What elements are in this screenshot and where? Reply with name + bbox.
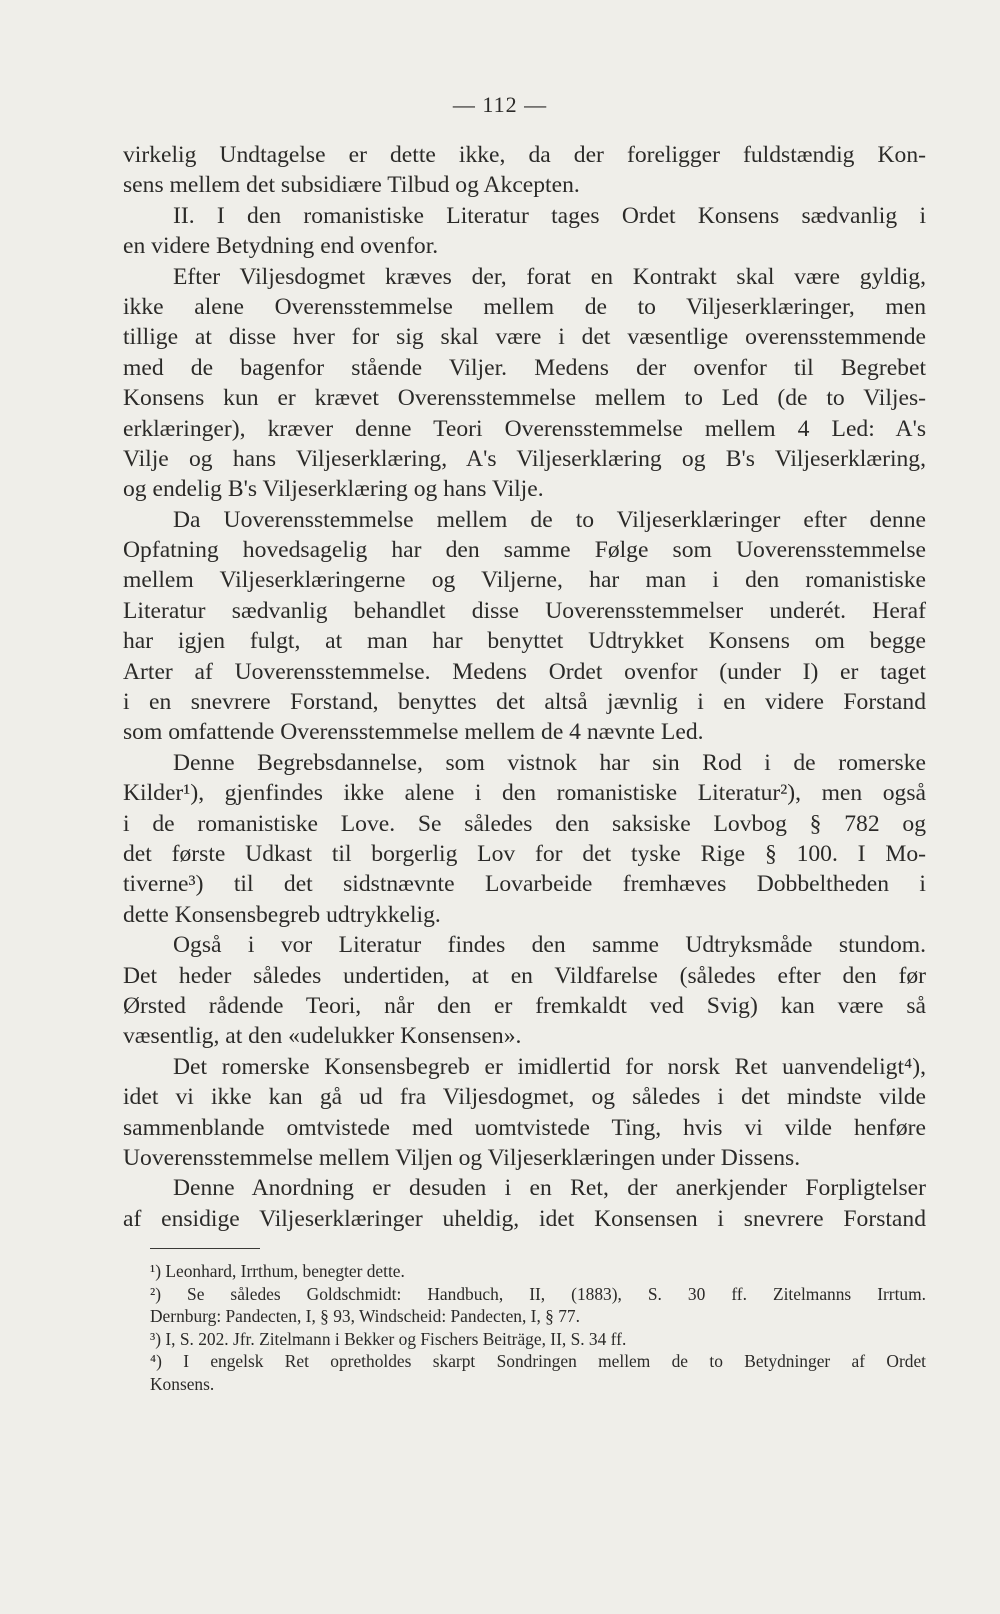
text-line: erklæringer), kræver denne Teori Overensstemmelse mellem 4 Led: A's xyxy=(123,415,926,442)
text-line: væsentlig, at den «udelukker Konsensen». xyxy=(123,1023,522,1050)
footnote-rule xyxy=(150,1248,260,1249)
text-line: Ørsted rådende Teori, når den er fremkaldt ved Svig) kan være så xyxy=(123,992,926,1019)
text-line: tiverne³) til det sidstnævnte Lovarbeide fremhæves Dobbeltheden i xyxy=(123,871,926,898)
text-line: Denne Begrebsdannelse, som vistnok har sin Rod i de romerske xyxy=(173,749,926,776)
text-line: Literatur sædvanlig behandlet disse Uoverensstemmelser underét. Heraf xyxy=(123,597,926,624)
text-line: Efter Viljesdogmet kræves der, forat en Kontrakt skal være gyldig, xyxy=(173,263,926,290)
footnote-line: ⁴) I engelsk Ret opretholdes skarpt Sondringen mellem de to Betydninger af Ordet xyxy=(150,1351,926,1371)
text-line: Denne Anordning er desuden i en Ret, der anerkjender Forpligtelser xyxy=(173,1175,926,1202)
footnote-line: ²) Se således Goldschmidt: Handbuch, II, (1883), S. 30 ff. Zitelmanns Irrtum. xyxy=(150,1283,926,1304)
page-number: — 112 — xyxy=(452,92,548,117)
text-line: ikke alene Overensstemmelse mellem de to Viljeserklæringer, men xyxy=(123,293,926,320)
footnote-line: ³) I, S. 202. Jfr. Zitelmann i Bekker og Fischers Beiträge, II, S. 34 ff. xyxy=(150,1328,627,1349)
text-line: Det romerske Konsensbegreb er imidlertid for norsk Ret uanvendeligt⁴), xyxy=(173,1053,926,1080)
text-line: har igjen fulgt, at man har benyttet Udtrykket Konsens om begge xyxy=(123,628,926,655)
text-line: som omfattende Overensstemmelse mellem de 4 nævnte Led. xyxy=(123,719,704,746)
text-line: med de bagenfor stående Viljer. Medens der ovenfor til Begrebet xyxy=(123,354,926,381)
footnotes xyxy=(150,1260,926,1395)
text-line: virkelig Undtagelse er dette ikke, da der foreligger fuldstændig Kon- xyxy=(123,142,926,168)
text-line: Opfatning hovedsagelig har den samme Følge som Uoverensstemmelse xyxy=(123,537,926,564)
text-line: Det heder således undertiden, at en Vildfarelse (således efter den før xyxy=(123,962,926,989)
text-line: Konsens kun er krævet Overensstemmelse mellem to Led (de to Viljes- xyxy=(123,385,926,412)
text-line: en videre Betydning end ovenfor. xyxy=(123,233,439,260)
text-line: af ensidige Viljeserklæringer uheldig, idet Konsensen i snevrere Forstand xyxy=(123,1205,926,1232)
text-line: Arter af Uoverensstemmelse. Medens Ordet ovenfor (under I) er taget xyxy=(123,658,926,685)
text-line: sammenblande omtvistede med uomtvistede Ting, hvis vi vilde henføre xyxy=(123,1114,926,1141)
text-line: i de romanistiske Love. Se således den saksiske Lovbog § 782 og xyxy=(123,810,926,837)
text-line: Uoverensstemmelse mellem Viljen og Viljeserklæringen under Dissens. xyxy=(123,1144,801,1171)
body-text xyxy=(123,140,926,1234)
text-line: sens mellem det subsidiære Tilbud og Akcepten. xyxy=(123,172,580,199)
text-line: det første Udkast til borgerlig Lov for det tyske Rige § 100. I Mo- xyxy=(123,840,926,867)
text-line: Også i vor Literatur findes den samme Udtryksmåde stundom. xyxy=(173,932,926,959)
text-line: Da Uoverensstemmelse mellem de to Viljeserklæringer efter denne xyxy=(173,506,926,533)
text-line: Vilje og hans Viljeserklæring, A's Viljeserklæring og B's Viljeserklæring, xyxy=(123,445,926,472)
footnote-line: ¹) Leonhard, Irrthum, benegter dette. xyxy=(150,1261,405,1281)
text-line: dette Konsensbegreb udtrykkelig. xyxy=(123,901,441,928)
text-line: idet vi ikke kan gå ud fra Viljesdogmet, og således i det mindste vilde xyxy=(123,1084,926,1111)
footnote-line: Dernburg: Pandecten, I, § 93, Windscheid: Pandecten, I, § 77. xyxy=(150,1306,580,1326)
text-line: i en snevrere Forstand, benyttes det altså jævnlig i en videre Forstand xyxy=(123,689,926,716)
text-line: II. I den romanistiske Literatur tages Ordet Konsens sædvanlig i xyxy=(173,202,926,229)
text-line: mellem Viljeserklæringerne og Viljerne, har man i den romanistiske xyxy=(123,567,926,594)
text-line: tillige at disse hver for sig skal være i det væsentlige overensstemmende xyxy=(123,324,926,351)
footnote-line: Konsens. xyxy=(150,1373,215,1394)
text-line: og endelig B's Viljeserklæring og hans Vilje. xyxy=(123,476,544,503)
text-line: Kilder¹), gjenfindes ikke alene i den romanistiske Literatur²), men også xyxy=(123,780,926,807)
